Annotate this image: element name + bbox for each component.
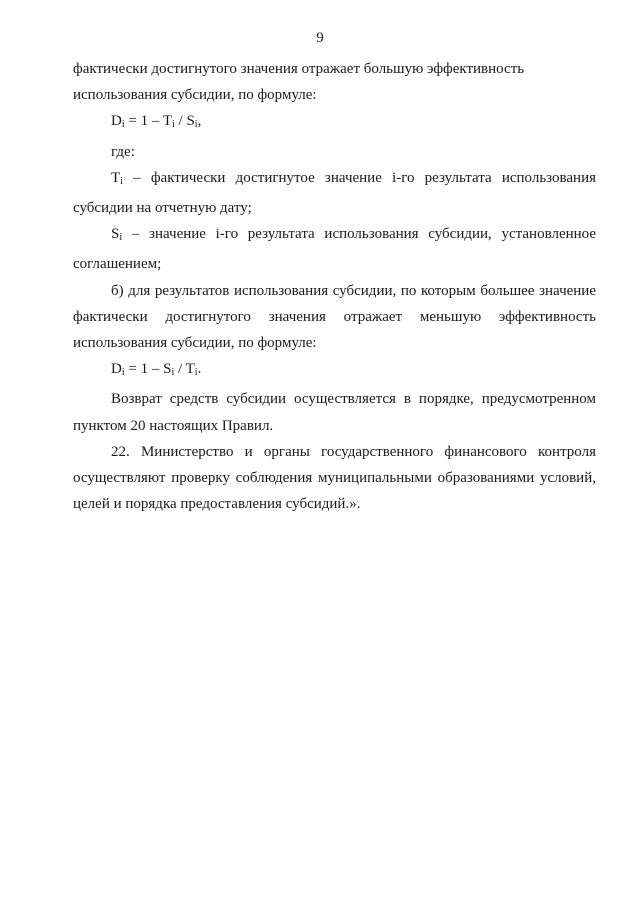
definition-s-index: i bbox=[119, 232, 123, 244]
definition-s-text: – значение i-го результата использования субсидии, установленное соглашением; bbox=[73, 226, 596, 273]
formula-2-s-index: i bbox=[171, 367, 175, 379]
formula-2 bbox=[73, 356, 596, 386]
formula-1-t: T bbox=[162, 113, 172, 130]
formula-2-t: T bbox=[185, 361, 195, 378]
formula-1 bbox=[73, 108, 596, 138]
formula-1-t-index: i bbox=[172, 119, 175, 131]
formula-1-slash: / bbox=[174, 113, 187, 130]
paragraph-intro-text: фактически достигнутого значения отражает большую эффективность использования субсидии, по формуле: bbox=[73, 61, 525, 104]
formula-1-d-index: i bbox=[121, 119, 125, 131]
formula-1-eq: = 1 – bbox=[124, 113, 163, 130]
formula-1-end: , bbox=[197, 113, 202, 130]
formula-2-d: D bbox=[111, 361, 122, 378]
formula-1-d: D bbox=[111, 113, 122, 130]
paragraph-22: 22. Министерство и органы государственного финансового контроля осуществляют проверку соблюдения муниципальными образованиями условий, целей и порядка предоставления субсидий.». bbox=[73, 443, 596, 513]
definition-t-index: i bbox=[120, 175, 123, 187]
paragraph-intro bbox=[73, 56, 596, 108]
definition-s bbox=[73, 221, 596, 277]
definition-t bbox=[73, 165, 596, 221]
where-label: где: bbox=[111, 143, 135, 160]
formula-2-t-index: i bbox=[194, 367, 198, 379]
paragraph-refund: Возврат средств субсидии осуществляется в порядке, предусмотренном пунктом 20 настоящих Правил. bbox=[73, 391, 596, 434]
formula-1-s-index: i bbox=[194, 119, 198, 131]
definition-t-text: – фактически достигнутое значение i-го результата использования субсидии на отчетную дату; bbox=[73, 169, 596, 217]
document-body bbox=[73, 56, 596, 517]
formula-2-d-index: i bbox=[121, 367, 125, 379]
paragraph-b: б) для результатов использования субсидии, по которым большее значение фактически достигнутого значения отражает меньшую эффективность использования субсидии, по формуле: bbox=[73, 282, 596, 352]
definition-s-symbol: S bbox=[111, 226, 120, 243]
formula-2-eq: = 1 – bbox=[124, 361, 164, 378]
formula-2-s: S bbox=[163, 361, 172, 378]
formula-2-end: . bbox=[197, 361, 202, 378]
formula-2-slash: / bbox=[174, 361, 186, 378]
definition-t-symbol: T bbox=[111, 169, 121, 186]
page-number: 9 bbox=[316, 30, 324, 46]
formula-1-s: S bbox=[186, 113, 195, 130]
